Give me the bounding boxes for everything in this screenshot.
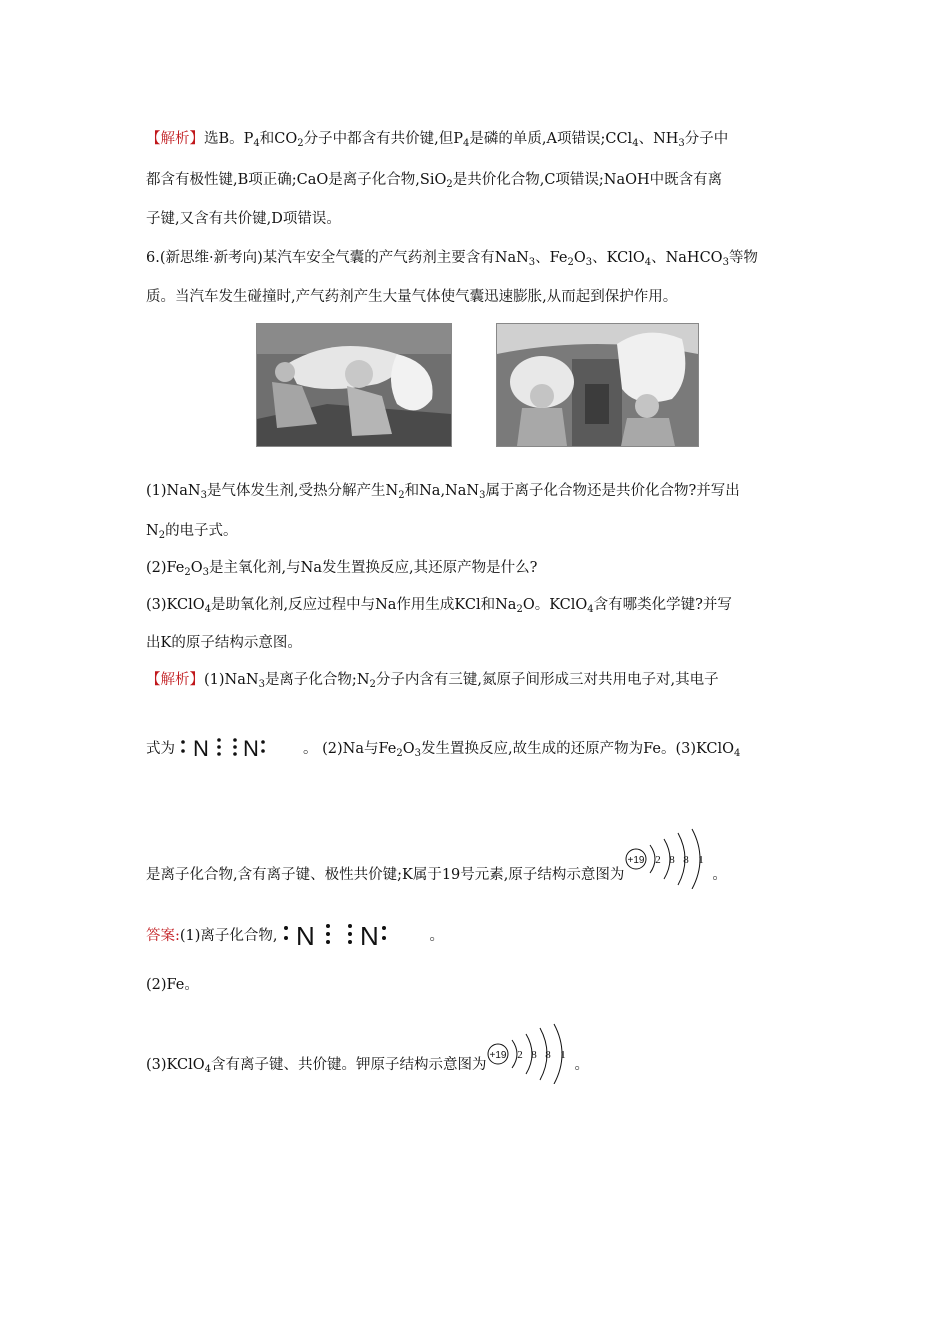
nucleus-label: +19: [627, 855, 645, 866]
subquestion-1-line-1: (1)NaN$_3$是气体发生剂,受热分解产生$N_2$和Na,NaN$_3$属于离子化合物还是共价化合物?并写出: [146, 483, 740, 501]
svg-text:1: 1: [560, 1049, 567, 1061]
analysis-line-2: 式为 N N 。 (2)Na与$Fe_2O_3$发生置换反应,故生成的还原产物为Fe。(3)KClO$_4$: [146, 732, 740, 766]
svg-text:8: 8: [531, 1049, 538, 1061]
svg-text:8: 8: [669, 854, 676, 866]
airbag-side-view-illustration: [257, 324, 451, 446]
airbag-front-view-illustration: [497, 324, 698, 446]
analysis-line-3: 是离子化合物,含有离子键、极性共价键;K属于19号元素,原子结构示意图为 +19 2 8 8 1 。: [146, 825, 727, 885]
subquestion-1-line-2: $N_2$的电子式。: [146, 523, 238, 541]
subquestion-3-line-1: (3)KClO$_4$是助氧化剂,反应过程中与Na作用生成KCl和$Na_2O$。KClO$_4$含有哪类化学键?并写: [146, 597, 732, 615]
svg-text:8: 8: [545, 1049, 552, 1061]
svg-text:2: 2: [517, 1049, 524, 1061]
jiexi-label: 【解析】: [146, 131, 204, 147]
jiexi-label-2: 【解析】: [146, 672, 204, 688]
nitrogen-atom-2: N: [243, 736, 259, 761]
nitrogen-atom-1: N: [193, 736, 209, 761]
jiexi-line-1: 【解析】选B。$P_4$和$CO_2$分子中都含有共价键,但$P_4$是磷的单质,A项错误;CCl$_4$、$NH_3$分子中: [146, 131, 729, 149]
svg-text:2: 2: [655, 854, 662, 866]
question-6-line-2: 质。当汽车发生碰撞时,产气药剂产生大量气体使气囊迅速膨胀,从而起到保护作用。: [146, 289, 678, 305]
answer-label: 答案:: [146, 928, 180, 944]
svg-text:1: 1: [698, 854, 705, 866]
answer-line-1: 答案:(1)离子化合物, N N 。: [146, 918, 444, 954]
n2-lewis-structure-answer: [280, 918, 428, 954]
potassium-atom-structure-diagram: [624, 825, 712, 889]
airbag-photo-front-view: [496, 323, 699, 447]
potassium-atom-structure-diagram-answer: [486, 1020, 574, 1084]
subquestion-2: $(2)Fe_2O_3$是主氧化剂,与Na发生置换反应,其还原产物是什么?: [146, 560, 538, 578]
answer-line-2: (2)Fe。: [146, 977, 199, 993]
question-6-line-1: 6.(新思维·新考向)某汽车安全气囊的产气药剂主要含有NaN$_3$、$Fe_2O_3$、KClO$_4$、NaHCO$_3$等物: [146, 250, 758, 268]
nucleus-label: +19: [490, 1050, 507, 1061]
jiexi-line-2: 都含有极性键,B项正确;CaO是离子化合物,SiO$_2$是共价化合物,C项错误;NaOH中既含有离: [146, 172, 723, 190]
nitrogen-atom-2: N: [359, 921, 379, 951]
subquestion-3-line-2: 出K的原子结构示意图。: [146, 635, 302, 651]
analysis-line-1: 【解析】(1)NaN$_3$是离子化合物$;N_2$分子内含有三键,氮原子间形成三对共用电子对,其电子: [146, 672, 719, 690]
nitrogen-atom-1: N: [295, 921, 315, 951]
svg-text:8: 8: [683, 854, 690, 866]
answer-line-3: (3)KClO$_4$含有离子键、共价键。钾原子结构示意图为 +19 2 8 8 1 。: [146, 1020, 589, 1080]
airbag-photo-side-view: [256, 323, 452, 447]
jiexi-line-3: 子键,又含有共价键,D项错误。: [146, 211, 341, 227]
n2-lewis-structure: [177, 732, 301, 766]
